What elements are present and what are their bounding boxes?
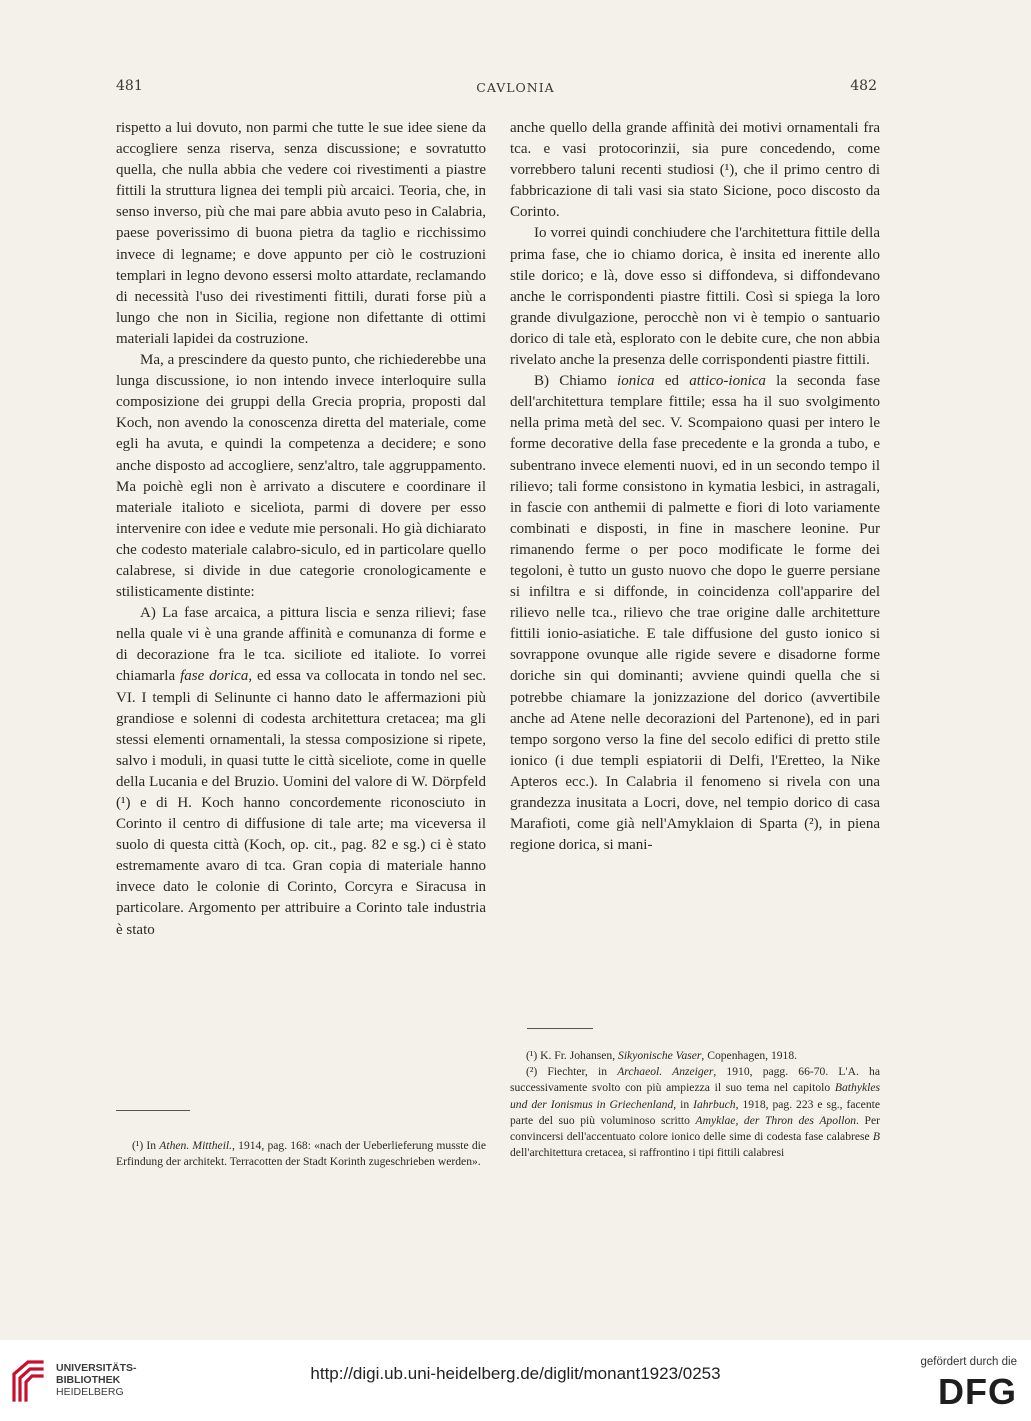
- funding-label: gefördert durch die: [920, 1356, 1017, 1368]
- viewer-footer: [0, 1340, 1031, 1421]
- running-title: CAVLONIA: [476, 80, 555, 95]
- library-name[interactable]: UNIVERSITÄTS- BIBLIOTHEK HEIDELBERG: [56, 1362, 137, 1398]
- page-url-link[interactable]: http://digi.ub.uni-heidelberg.de/diglit/monant1923/0253: [310, 1364, 721, 1383]
- paragraph: rispetto a lui dovuto, non parmi che tutte le sue idee siene da accogliere senza riserva, senza discussione; e sovratutto quella, che nulla abbia che vedere coi rivestimenti a piastre fittili la struttura lignea dei templi più arcaici. Teoria, che, in senso inverso, più che mai pare abbia avuto peso in Calabria, paese poverissimo di buona pietra da taglio e ricchissimo invece di legname; e dove appunto per ciò le costruzioni templari in legno devono essersi molto attardate, reclamando di necessità l'uso dei rivestimenti fittili, durati forse più a lungo che non in Sicilia, regione non difettante di ottimi materiali lapidei da costruzione.: [116, 120, 486, 347]
- paragraph: Io vorrei quindi conchiudere che l'architettura fittile della prima fase, che io chiamo dorica, è insita ed inerente allo stile dorico; e là, dove esso si diffondeva, si diffondevano anche le corrispondenti piastre fittili. Così si spiega la loro grande divulgazione, perocchè non vi è tempio o santuario dorico di tale età, esplorato con le debite cure, che non abbia rivelato anche la presenza delle corrispondenti piastre fittili.: [510, 225, 880, 369]
- right-column: [510, 118, 880, 856]
- italic-term: attico-ionica: [689, 373, 766, 390]
- dfg-logo[interactable]: DFG: [938, 1371, 1017, 1412]
- paragraph: anche quello della grande affinità dei motivi ornamentali fra tca. e vasi protocorinzii, sia pure concedendo, come vorrebbero taluni recenti studiosi (¹), che il primo centro di fabbricazione di tali vasi sia stato Sicione, poco discosto da Corinto.: [510, 120, 880, 221]
- paragraph: A) La fase arcaica, a pittura liscia e senza rilievi; fase nella quale vi è una grande affinità e comunanza di forme e di decorazione fra le tca. siciliote ed italiote. Io vorrei chiamarla fase dorica, ed essa va collocata in tondo nel sec. VI. I templi di Selinunte ci hanno dato le affermazioni più grandiose e solenni di codesta architettura cretacea; ma gli stessi elementi ornamentali, la stessa composizione si ripete, salvo i moduli, in quasi tutte le città siceliote, come in quelle della Lucania e del Bruzio. Uomini del valore di W. Dörpfeld (¹) e di H. Koch hanno concordemente riconosciuto in Corinto il centro di diffusione di tale arte; ma viceversa il suolo di questa città (Koch, op. cit., pag. 82 e sg.) ci è stato estremamente avaro di tca. Gran copia di materiale hanno invece dato le colonie di Corinto, Corcyra e Siracusa in particolare. Argomento per attribuire a Corinto tale industria è stato: [116, 605, 486, 938]
- paragraph: B) Chiamo ionica ed attico-ionica la seconda fase dell'architettura templare fittile; essa ha il suo svolgimento nella prima metà del sec. V. Scompaiono quasi per intero le forme decorative della fase precedente e la gronda a tubo, e subentrano invece elementi nuovi, ed in un secondo tempo il rilievo; tali forme consistono in kymatia lesbici, in astragali, in fascie con anthemii di palmette e fiori di loto variamente combinati e disposti, in fine in maschere leonine. Pur rimanendo ferme o per poco modificate le forme dei tegoloni, è tutto un gusto nuovo che dopo le guerre persiane si infiltra e si diffonde, in coincidenza coll'apparire del rilievo nelle tca., rilievo che trae origine dalle architetture fittili ionio-asiatiche. E tale diffusione del gusto ionico si sovrappone ovunque alle rigide severe e disadorne forme doriche sin qui dominanti; avviene quindi quella che si potrebbe chiamare la jonizzazione del dorico (avvertibile anche ad Atene nelle decorazioni del Partenone), ed in pari tempo sorgono verso la fine del secolo edifici di pretto stile ionico (i due templi espiatorii di Delfi, l'Eretteo, la Nike Apteros ecc.). In Calabria il fenomeno si rivela con una grandezza inusitata a Locri, dove, nel tempio dorico di casa Marafioti, come già nell'Amyklaion di Sparta (²), in piena regione dorica, si mani-: [510, 373, 880, 854]
- footnote-rule-left: [116, 1110, 190, 1111]
- italic-term: fase dorica: [180, 668, 249, 685]
- page-number-right: 482: [850, 78, 877, 94]
- paragraph: Ma, a prescindere da questo punto, che richiederebbe una lunga discussione, io non intendo invece interloquire sulla composizione dei gruppi della Grecia propria, proposti dal Koch, non avendo la conoscenza diretta del materiale, come egli ha avuta, e quindi la competenza a decidere; e sono anche disposto ad accogliere, senz'altro, tale aggruppamento. Ma poichè egli non è arrivato a discutere e coordinare il materiale italioto e siceliota, parmi di dovere per esso intervenire con idee e vedute mie personali. Ho già dichiarato che codesto materiale calabro-siculo, ed in particolare quello calabrese, si divide in due categorie cronologicamente e stilisticamente distinte:: [116, 352, 486, 601]
- footnotes-left: [116, 1138, 486, 1170]
- italic-term: ionica: [617, 373, 655, 390]
- running-head: [0, 78, 1031, 102]
- footnote: (²) Fiechter, in Archaeol. Anzeiger, 1910, pagg. 66-70. L'A. ha successivamente svolto con più ampiezza il suo tema nel capitolo Bathykles und der Ionismus in Griechenland, in Iahrbuch, 1918, pag. 223 e sg., facente parte del suo più voluminoso scritto Amyklae, der Thron des Apollon. Per convincersi dell'accentuato colore ionico delle sime di codesta fase calabrese B dell'architettura cretacea, si raffrontino i tipi fittili calabresi: [510, 1065, 880, 1160]
- footnote-rule-right: [527, 1028, 593, 1029]
- footnote: (¹) In Athen. Mittheil., 1914, pag. 168: «nach der Ueberlieferung musste die Erfindung der architekt. Terracotten der Stadt Korinth zugeschrieben werden».: [116, 1139, 486, 1169]
- footnote: (¹) K. Fr. Johansen, Sikyonische Vaser, Copenhagen, 1918.: [526, 1049, 798, 1062]
- left-column: [116, 118, 486, 941]
- page-number-left: 481: [116, 78, 143, 94]
- footnotes-right: [510, 1048, 880, 1161]
